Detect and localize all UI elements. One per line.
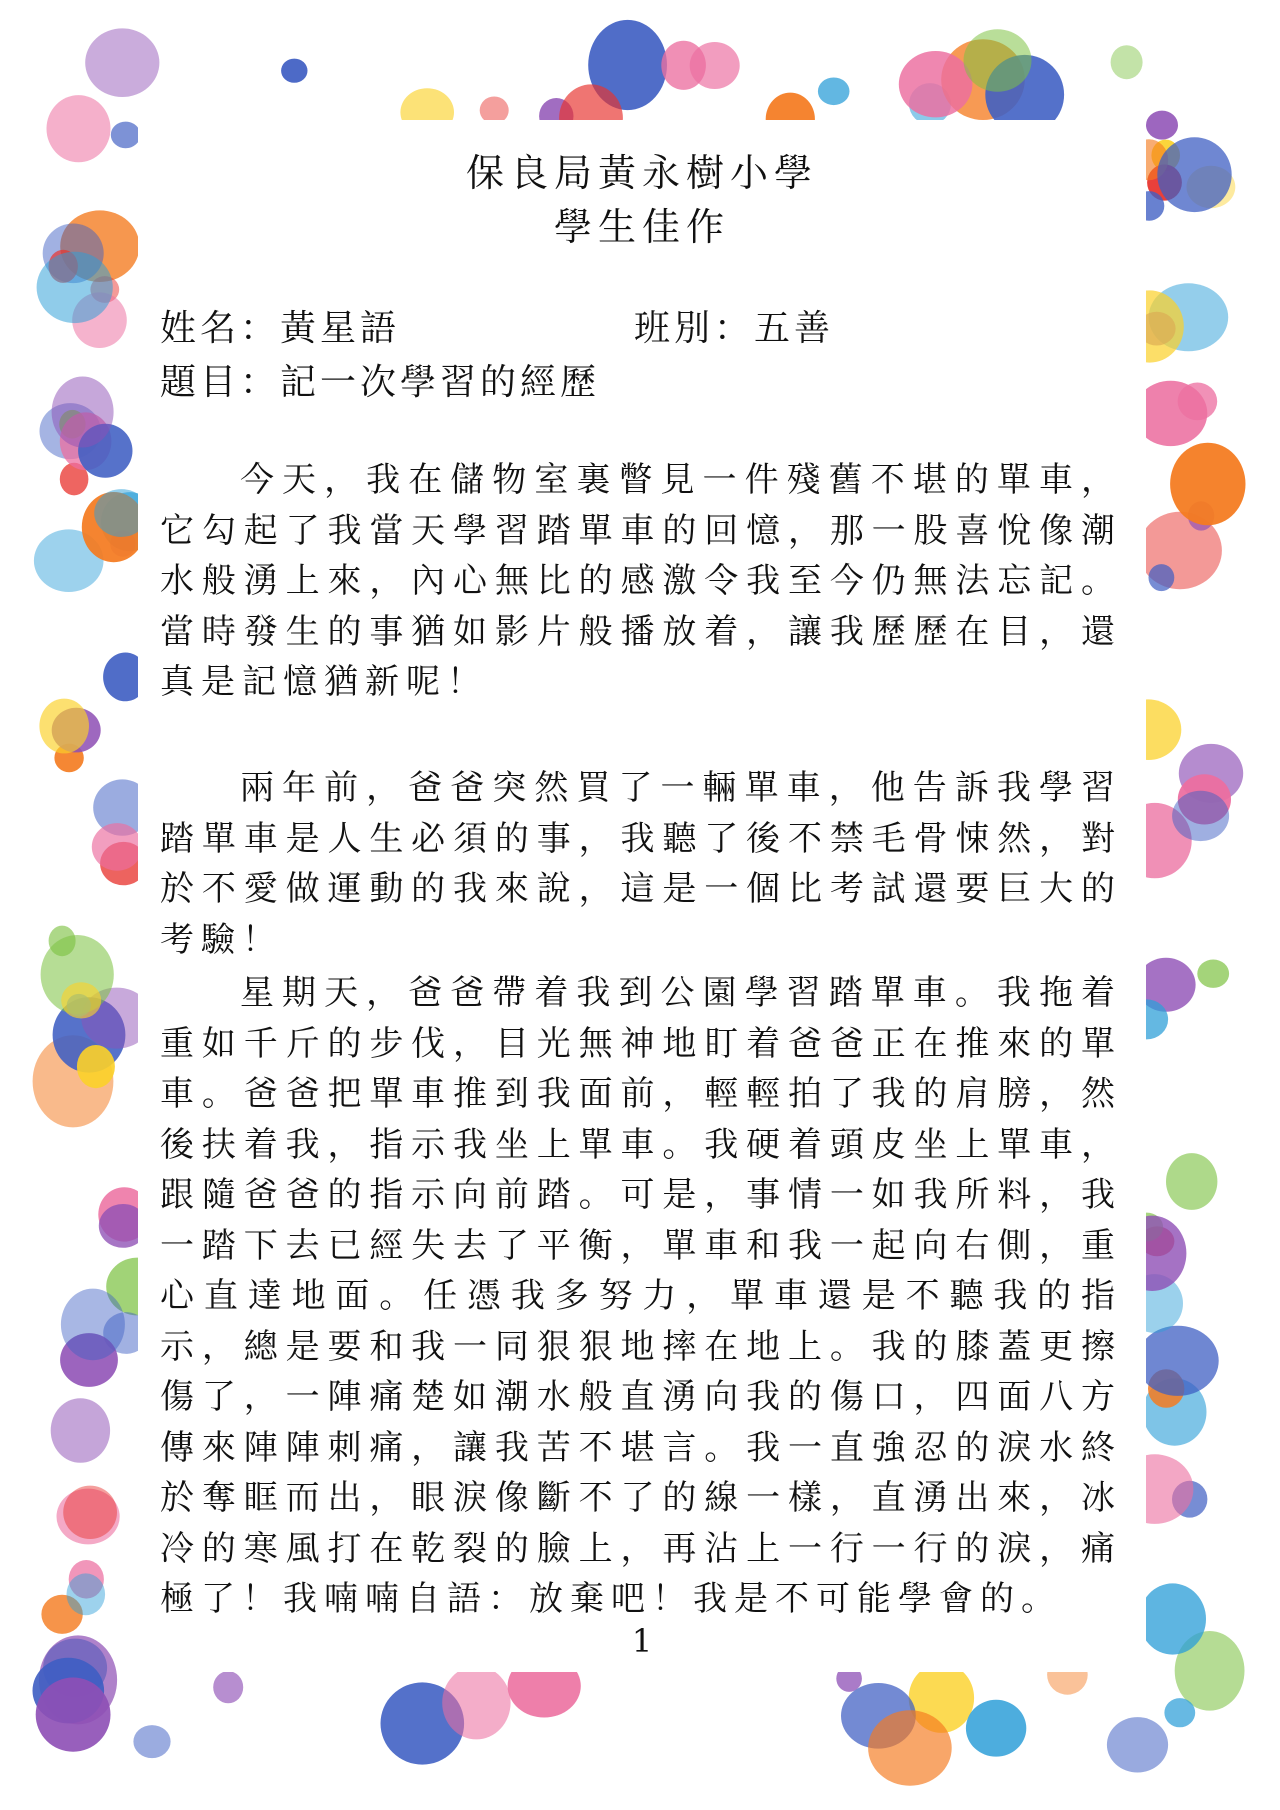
essay-paragraph: 今天，我在儲物室裏瞥見一件殘舊不堪的單車，它勾起了我當天學習踏單車的回憶，那一股喜悅像潮水般湧上來，內心無比的感激令我至今仍無法忘記。當時發生的事猶如影片般播放着，讓我歷歷在目，還真是記憶猶新呢！ bbox=[160, 460, 1122, 702]
decorative-dot bbox=[39, 699, 89, 754]
decorative-dot bbox=[442, 1666, 510, 1739]
decorative-dot bbox=[52, 377, 114, 448]
essay-paragraph: 兩年前，爸爸突然買了一輛單車，他告訴我學習踏單車是人生必須的事，我聽了後不禁毛骨悚然，對於不愛做運動的我來說，這是一個比考試還要巨大的考驗！ bbox=[160, 768, 1122, 960]
decorative-dot bbox=[1197, 960, 1229, 988]
decorative-dot bbox=[111, 122, 141, 149]
student-class-label: 班別： bbox=[634, 308, 755, 349]
decorative-dot bbox=[1164, 1698, 1195, 1727]
decorative-dot bbox=[1170, 443, 1245, 526]
student-name-value: 黃星語 bbox=[280, 308, 401, 349]
decorative-dot bbox=[47, 95, 111, 162]
student-name bbox=[160, 300, 400, 351]
decorative-dot bbox=[1111, 45, 1143, 79]
decorative-dot bbox=[868, 1710, 952, 1785]
decorative-dot bbox=[77, 1045, 115, 1088]
decorative-dot bbox=[213, 1671, 243, 1703]
decorative-dot bbox=[36, 1678, 111, 1752]
document-type: 學生佳作 bbox=[553, 205, 730, 249]
essay-sheet bbox=[138, 120, 1146, 1672]
decorative-dot bbox=[964, 29, 1032, 92]
decorative-dot bbox=[63, 1486, 117, 1539]
decorative-dot bbox=[1137, 1326, 1219, 1396]
decorative-dot bbox=[61, 1289, 125, 1361]
essay-title-value: 記一次學習的經歷 bbox=[280, 362, 601, 403]
decorative-dot bbox=[1139, 1583, 1206, 1654]
essay-title-label: 題目： bbox=[160, 362, 281, 403]
essay-paragraph: 星期天，爸爸帶着我到公園學習踏單車。我拖着重如千斤的步伐，目光無神地盯着爸爸正在推來的單車。爸爸把單車推到我面前，輕輕拍了我的肩膀，然後扶着我，指示我坐上單車。我硬着頭皮坐上單車，跟隨爸爸的指示向前踏。可是，事情一如我所料，我一踏下去已經失去了平衡，單車和我一起向右側，重心直達地面。任憑我多努力，單車還是不聽我的指示，總是要和我一同狠狠地摔在地上。我的膝蓋更擦傷了，一陣痛楚如潮水般直湧向我的傷口，四面八方傳來陣陣刺痛，讓我苦不堪言。我一直強忍的淚水終於奪眶而出，眼淚像斷不了的線一樣，直湧出來，冰冷的寒風打在乾裂的臉上，再沾上一行一行的淚，痛極了！我喃喃自語：放棄吧！我是不可能學會的。 bbox=[160, 973, 1122, 1619]
decorative-dot bbox=[281, 59, 307, 83]
student-name-label: 姓名： bbox=[160, 308, 281, 349]
school-name: 保良局黃永樹小學 bbox=[465, 151, 818, 195]
decorative-dot bbox=[51, 1398, 110, 1463]
decorative-dot bbox=[690, 42, 740, 89]
decorative-dot bbox=[1157, 137, 1231, 212]
decorative-dot bbox=[1172, 791, 1229, 841]
decorative-dot bbox=[61, 982, 101, 1018]
decorative-dot bbox=[85, 28, 159, 97]
page-number: 1 bbox=[631, 1622, 653, 1660]
student-class bbox=[634, 300, 834, 351]
decorative-dot bbox=[966, 1700, 1026, 1757]
decorative-dot bbox=[1107, 1717, 1168, 1772]
student-class-value: 五善 bbox=[754, 308, 835, 349]
decorative-dot bbox=[818, 78, 850, 106]
decorative-dot bbox=[67, 1573, 106, 1615]
decorative-dot bbox=[899, 51, 973, 117]
decorative-dot bbox=[37, 252, 113, 323]
decorative-dot bbox=[1146, 111, 1178, 140]
decorative-dot bbox=[133, 1725, 170, 1758]
essay-title bbox=[160, 354, 600, 405]
decorative-dot bbox=[49, 926, 76, 957]
decorative-dot bbox=[1149, 564, 1175, 591]
decorative-dot bbox=[92, 823, 143, 871]
decorative-dot bbox=[1166, 1153, 1217, 1210]
